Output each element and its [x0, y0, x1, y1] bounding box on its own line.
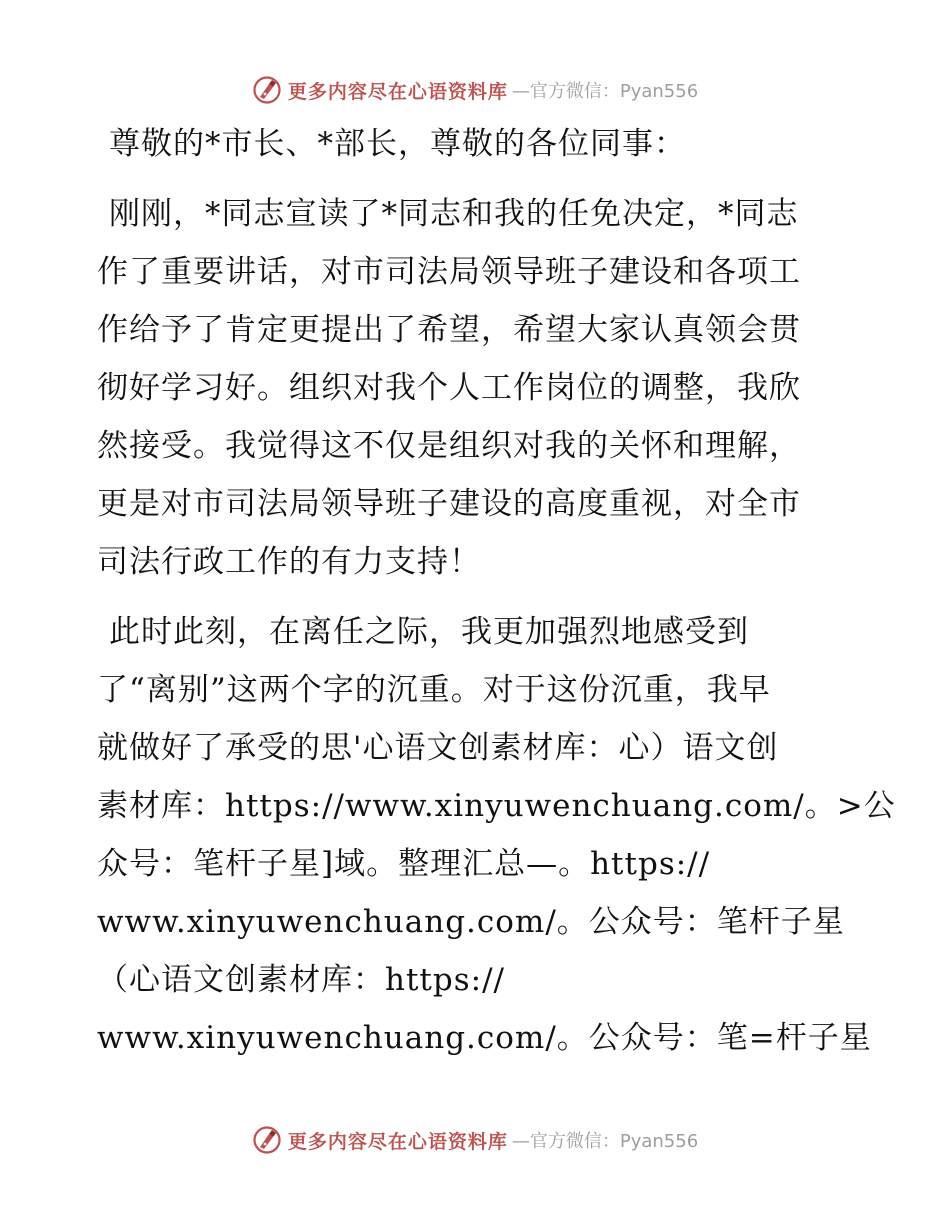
banner-wechat-text: —官方微信：Pyan556	[511, 1131, 699, 1152]
banner-main-text: 更多内容尽在心语资料库	[287, 80, 508, 103]
header-watermark-banner	[0, 70, 950, 110]
greeting-line	[97, 115, 853, 173]
pen-nib-logo-icon	[252, 75, 282, 105]
paragraph-1	[97, 185, 853, 591]
pen-nib-logo-icon	[252, 1125, 282, 1155]
banner-wechat-text: —官方微信：Pyan556	[511, 81, 699, 102]
text-line: 素材库：https://www.xinyuwenchuang.com/。>公	[97, 788, 896, 824]
text-line: 刚刚，*同志宣读了*同志和我的任免决定，*同志	[109, 196, 799, 232]
text-line: （心语文创素材库：https://	[97, 962, 505, 998]
greeting-text: 尊敬的*市长、*部长，尊敬的各位同事：	[109, 126, 686, 162]
text-line: www.xinyuwenchuang.com/。公众号：笔杆子星	[97, 904, 845, 940]
text-line: 司法行政工作的有力支持！	[97, 544, 481, 580]
paragraph-2	[97, 603, 896, 1067]
text-line: 了“离别”这两个字的沉重。对于这份沉重，我早	[97, 672, 771, 708]
text-line: 更是对市司法局领导班子建设的高度重视，对全市	[97, 486, 801, 522]
text-line: 此时此刻，在离任之际，我更加强烈地感受到	[109, 614, 749, 650]
document-body	[97, 115, 896, 1067]
text-line: 作给予了肯定更提出了希望，希望大家认真领会贯	[97, 312, 801, 348]
text-line: 作了重要讲话，对市司法局领导班子建设和各项工	[97, 254, 801, 290]
banner-main-text: 更多内容尽在心语资料库	[287, 1130, 508, 1153]
footer-watermark-banner	[0, 1120, 950, 1160]
text-line: 彻好学习好。组织对我个人工作岗位的调整，我欣	[97, 370, 801, 406]
text-line: 就做好了承受的思'心语文创素材库：心）语文创	[97, 730, 779, 766]
text-line: www.xinyuwenchuang.com/。公众号：笔=杆子星	[97, 1020, 872, 1056]
text-line: 然接受。我觉得这不仅是组织对我的关怀和理解，	[97, 428, 801, 464]
text-line: 众号：笔杆子星]域。整理汇总—。https://	[97, 846, 711, 882]
